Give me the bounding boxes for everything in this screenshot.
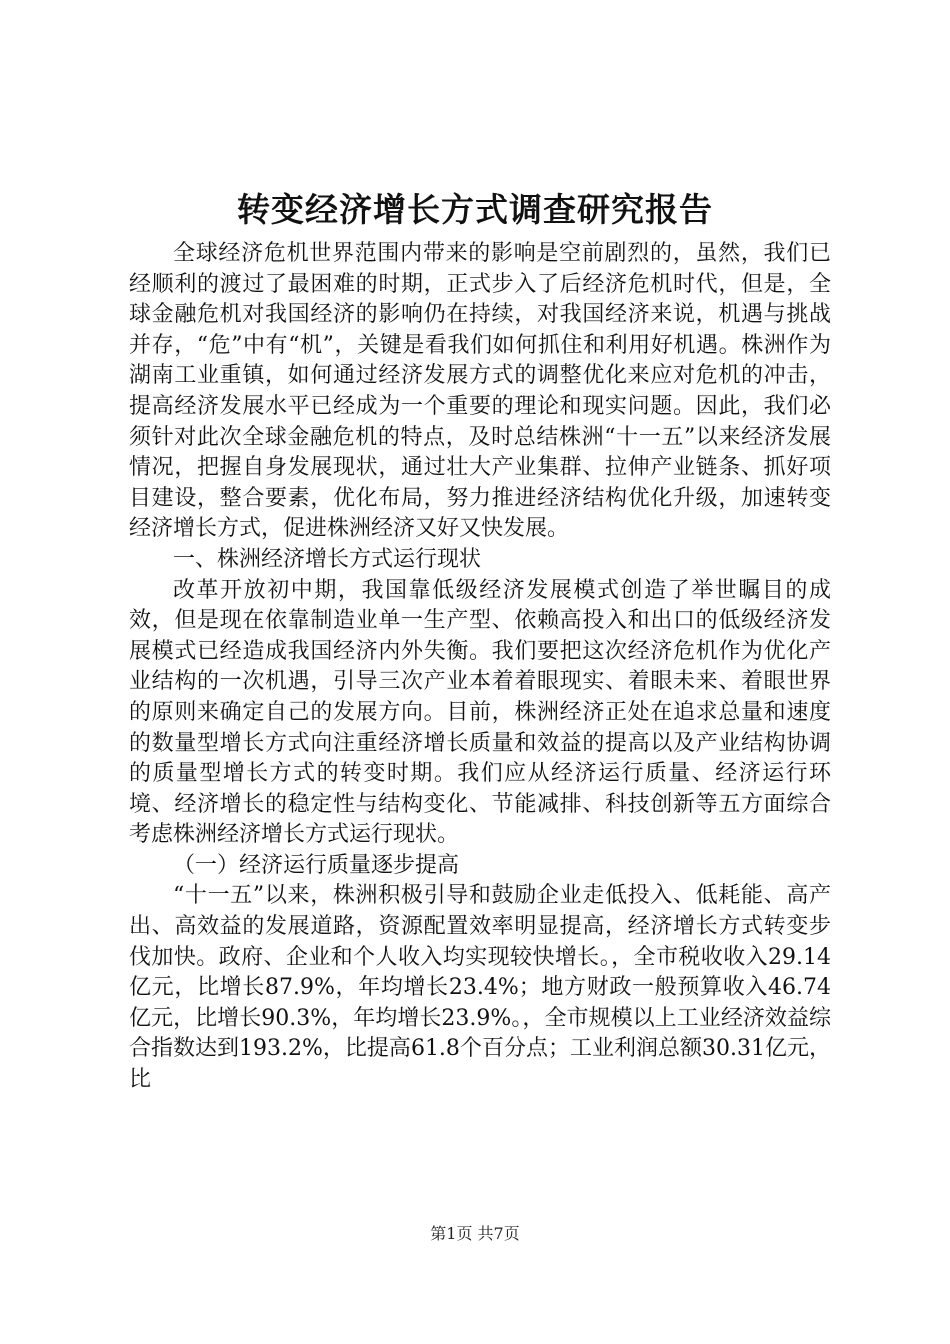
paragraph-section-1: 改革开放初中期，我国靠低级经济发展模式创造了举世瞩目的成效，但是现在依靠制造业单一生产型、依赖高投入和出口的低级经济发展模式已经造成我国经济内外失衡。我们要把这次经济危机作为优化产业结构的一次机遇，引导三次产业本着着眼现实、着眼未来、着眼世界的原则来确定自己的发展方向。目前，株洲经济正处在追求总量和速度的数量型增长方式向注重经济增长质量和效益的提高以及产业结构协调的质量型增长方式的转变时期。我们应从经济运行质量、经济运行环境、经济增长的稳定性与结构变化、节能减排、科技创新等五方面综合考虑株洲经济增长方式运行现状。 [129, 577, 831, 848]
section-heading-1: 一、株洲经济增长方式运行现状 [173, 546, 482, 572]
document-title: 转变经济增长方式调查研究报告 [237, 190, 713, 229]
paragraph-intro: 全球经济危机世界范围内带来的影响是空前剧烈的，虽然，我们已经顺利的渡过了最困难的时期，正式步入了后经济危机时代，但是，全球金融危机对我国经济的影响仍在持续，对我国经济来说，机遇与挑战并存，“危”中有“机”，关键是看我们如何抓住和利用好机遇。株洲作为湖南工业重镇，如何通过经济发展方式的调整优化来应对危机的冲击，提高经济发展水平已经成为一个重要的理论和现实问题。因此，我们必须针对此次全球金融危机的特点，及时总结株洲“十一五”以来经济发展情况，把握自身发展现状，通过壮大产业集群、拉伸产业链条、抓好项目建设，整合要素，优化布局，努力推进经济结构优化升级，加速转变经济增长方式，促进株洲经济又好又快发展。 [129, 241, 831, 542]
paragraph-subsection-1: “十一五”以来，株洲积极引导和鼓励企业走低投入、低耗能、高产出、高效益的发展道路，资源配置效率明显提高，经济增长方式转变步伐加快。政府、企业和个人收入均实现较快增长。，全市税收收入29.14亿元，比增长87.9%，年均增长23.4%；地方财政一般预算收入46.74亿元，比增长90.3%，年均增长23.9%。，全市规模以上工业经济效益综合指数达到193.2%，比提高61.8个百分点；工业利润总额30.31亿元，比 [129, 883, 831, 1093]
document-body [129, 239, 831, 1096]
page-number-footer: 第1页 共7页 [430, 1224, 520, 1243]
subsection-heading-1: （一）经济运行质量逐步提高 [173, 852, 460, 878]
